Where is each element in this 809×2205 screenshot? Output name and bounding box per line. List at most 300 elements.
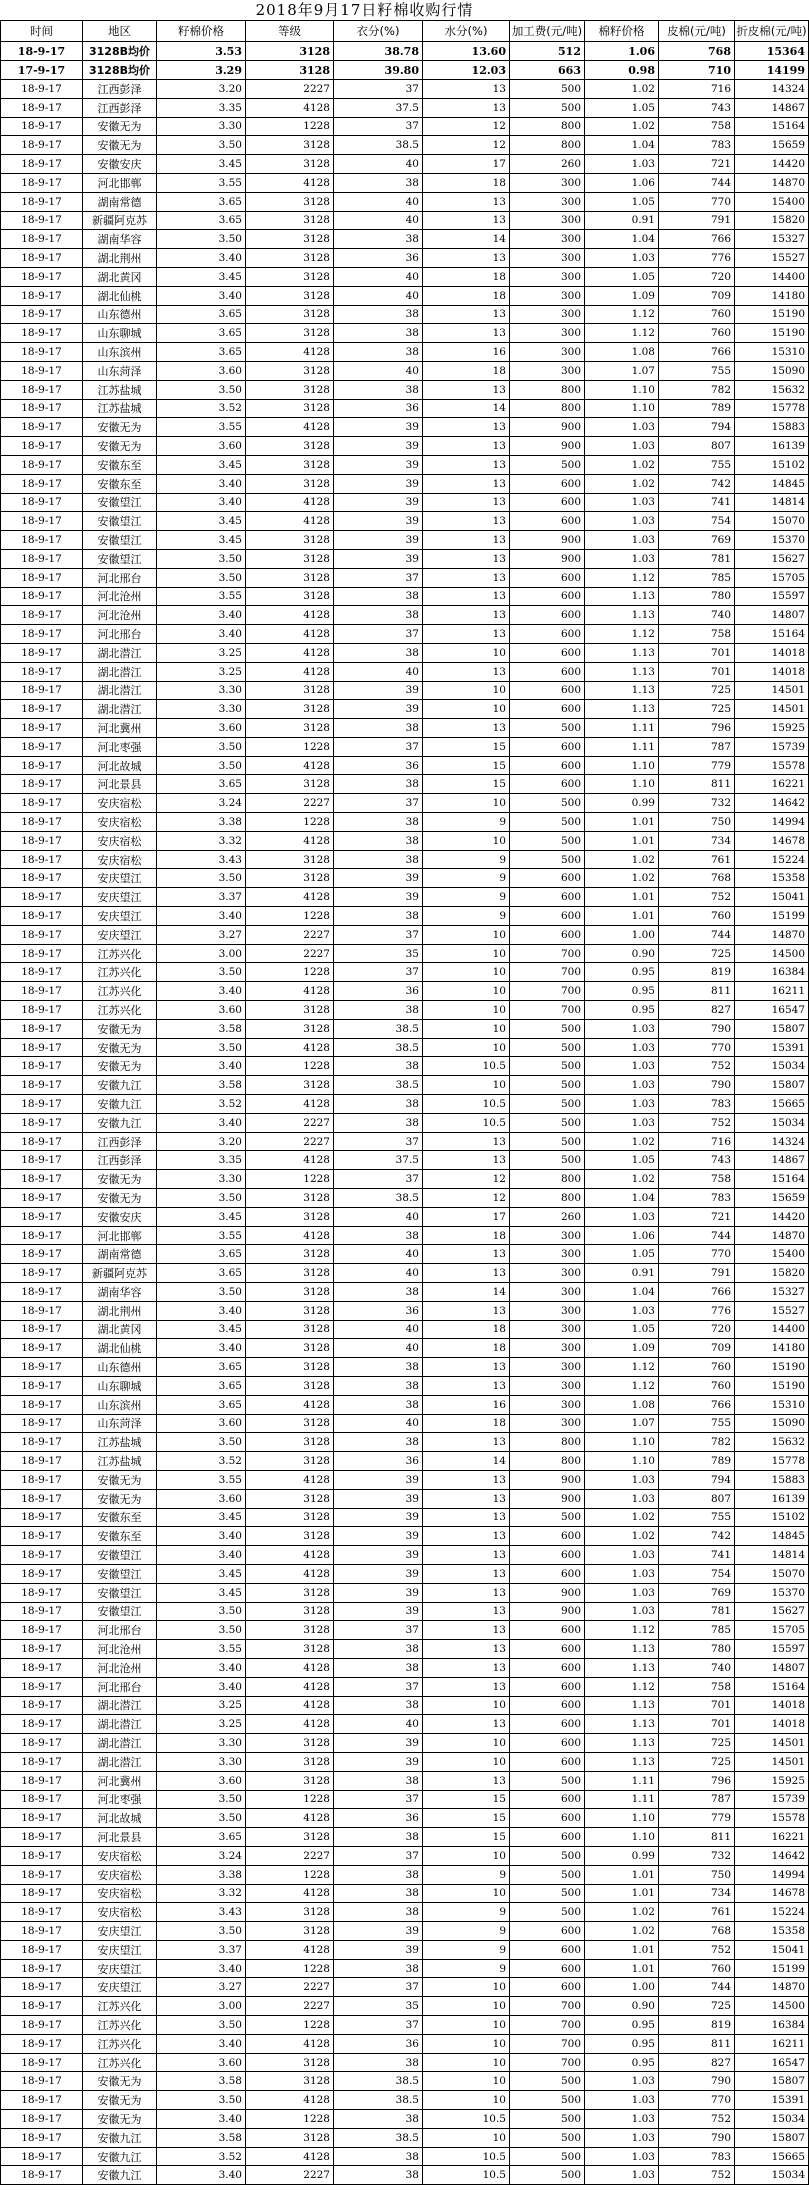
- cell-seed-cotton-price: 3.60: [157, 2053, 246, 2072]
- cell-moisture: 13: [423, 211, 510, 230]
- cell-processing-fee: 500: [510, 1865, 585, 1884]
- cell-lint-price: 790: [659, 2128, 735, 2147]
- cell-converted-lint-price: 15597: [735, 1640, 809, 1659]
- cell-cottonseed-price: 1.07: [585, 361, 659, 380]
- cell-seed-cotton-price: 3.45: [157, 512, 246, 531]
- cell-processing-fee: 500: [510, 1508, 585, 1527]
- cell-processing-fee: 800: [510, 1433, 585, 1452]
- cell-processing-fee: 500: [510, 455, 585, 474]
- cell-lint-price: 796: [659, 719, 735, 738]
- cell-lint-percent: 39: [334, 531, 423, 550]
- cell-lint-percent: 38: [334, 1095, 423, 1114]
- cotton-price-table: [0, 20, 809, 2185]
- cell-moisture: 13: [423, 305, 510, 324]
- cell-converted-lint-price: 15034: [735, 1113, 809, 1132]
- cell-region: 河北故城: [83, 756, 157, 775]
- cell-region: 河北邢台: [83, 625, 157, 644]
- cell-grade: 4128: [246, 888, 334, 907]
- table-row: [1, 1264, 809, 1283]
- summary-rows: [1, 42, 809, 80]
- cell-lint-price: 811: [659, 982, 735, 1001]
- cell-processing-fee: 300: [510, 249, 585, 268]
- cell-time: 18-9-17: [1, 944, 83, 963]
- cell-seed-cotton-price: 3.52: [157, 1095, 246, 1114]
- cell-processing-fee: 500: [510, 80, 585, 99]
- cell-converted-lint-price: 15090: [735, 1414, 809, 1433]
- cell-region: 湖北潜江: [83, 662, 157, 681]
- table-row: [1, 1019, 809, 1038]
- cell-time: 18-9-17: [1, 2166, 83, 2185]
- cell-lint-price: 819: [659, 2016, 735, 2035]
- cell-converted-lint-price: 14678: [735, 831, 809, 850]
- cell-grade: 3128: [246, 1339, 334, 1358]
- cell-grade: 1228: [246, 1170, 334, 1189]
- cell-moisture: 13: [423, 249, 510, 268]
- cell-moisture: 10: [423, 1846, 510, 1865]
- cell-converted-lint-price: 15391: [735, 1038, 809, 1057]
- cell-time: 18-9-17: [1, 568, 83, 587]
- cell-moisture: 10.5: [423, 2166, 510, 2185]
- cell-grade: 2227: [246, 80, 334, 99]
- cell-lint-percent: 40: [334, 1245, 423, 1264]
- cell-moisture: 13: [423, 1715, 510, 1734]
- cell-time: 18-9-17: [1, 1057, 83, 1076]
- cell-region: 山东德州: [83, 1358, 157, 1377]
- cell-processing-fee: 800: [510, 399, 585, 418]
- cell-time: 18-9-17: [1, 1151, 83, 1170]
- cell-grade: 4128: [246, 1546, 334, 1565]
- cell-grade: 3128: [246, 155, 334, 174]
- cell-cottonseed-price: 1.11: [585, 1771, 659, 1790]
- table-row: [1, 230, 809, 249]
- cell-converted-lint-price: 15327: [735, 1283, 809, 1302]
- cell-processing-fee: 500: [510, 1019, 585, 1038]
- cell-seed-cotton-price: 3.58: [157, 2128, 246, 2147]
- table-row: [1, 155, 809, 174]
- cell-region: 新疆阿克苏: [83, 1264, 157, 1283]
- cell-lint-price: 768: [659, 1922, 735, 1941]
- cell-cottonseed-price: 1.03: [585, 493, 659, 512]
- cell-grade: 1228: [246, 907, 334, 926]
- cell-time: 18-9-17: [1, 1452, 83, 1471]
- cell-converted-lint-price: 16384: [735, 963, 809, 982]
- cell-lint-percent: 36: [334, 249, 423, 268]
- cell-grade: 2227: [246, 1978, 334, 1997]
- cell-seed-cotton-price: 3.32: [157, 1884, 246, 1903]
- cell-lint-price: 791: [659, 1264, 735, 1283]
- cell-converted-lint-price: 15224: [735, 850, 809, 869]
- cell-seed-cotton-price: 3.40: [157, 1677, 246, 1696]
- cell-moisture: 13: [423, 531, 510, 550]
- cell-cottonseed-price: 1.02: [585, 1170, 659, 1189]
- table-row: [1, 1771, 809, 1790]
- cell-seed-cotton-price: 3.52: [157, 399, 246, 418]
- header-converted-lint-price: 折皮棉(元/吨): [735, 21, 809, 42]
- cell-lint-price: 790: [659, 1019, 735, 1038]
- cell-lint-price: 781: [659, 549, 735, 568]
- table-row: [1, 493, 809, 512]
- cell-seed-cotton-price: 3.60: [157, 719, 246, 738]
- cell-cottonseed-price: 1.08: [585, 1395, 659, 1414]
- cell-moisture: 15: [423, 1790, 510, 1809]
- cell-seed-cotton-price: 3.40: [157, 625, 246, 644]
- cell-lint-percent: 40: [334, 155, 423, 174]
- table-row: [1, 1470, 809, 1489]
- cell-grade: 3128: [246, 568, 334, 587]
- cell-time: 18-9-17: [1, 719, 83, 738]
- cell-cottonseed-price: 1.11: [585, 1790, 659, 1809]
- cell-processing-fee: 500: [510, 719, 585, 738]
- cell-moisture: 13: [423, 493, 510, 512]
- cell-seed-cotton-price: 3.40: [157, 1959, 246, 1978]
- cell-moisture: 13: [423, 1527, 510, 1546]
- cell-region: 江苏兴化: [83, 1997, 157, 2016]
- cell-cottonseed-price: 1.03: [585, 2128, 659, 2147]
- cell-seed-cotton-price: 3.40: [157, 606, 246, 625]
- cell-cottonseed-price: 1.02: [585, 1527, 659, 1546]
- cell-time: 18-9-17: [1, 2016, 83, 2035]
- table-row: [1, 1846, 809, 1865]
- cell-lint-percent: 39: [334, 1583, 423, 1602]
- cell-time: 18-9-17: [1, 1959, 83, 1978]
- header-row: [1, 21, 809, 42]
- cell-cottonseed-price: 1.06: [585, 1226, 659, 1245]
- cell-time: 18-9-17: [1, 1489, 83, 1508]
- cell-lint-price: 732: [659, 794, 735, 813]
- cell-seed-cotton-price: 3.40: [157, 1527, 246, 1546]
- cell-processing-fee: 900: [510, 1602, 585, 1621]
- cell-region: 安徽无为: [83, 2110, 157, 2129]
- cell-time: 18-9-17: [1, 925, 83, 944]
- cell-lint-price: 827: [659, 1001, 735, 1020]
- cell-grade: 4128: [246, 1658, 334, 1677]
- cell-processing-fee: 300: [510, 1245, 585, 1264]
- table-row: [1, 1414, 809, 1433]
- cell-grade: 4128: [246, 1226, 334, 1245]
- cell-lint-percent: 37.5: [334, 98, 423, 117]
- cell-moisture: 9: [423, 1903, 510, 1922]
- table-row: [1, 305, 809, 324]
- cell-time: 18-9-17: [1, 192, 83, 211]
- cell-moisture: 15: [423, 775, 510, 794]
- cell-lint-price: 743: [659, 1151, 735, 1170]
- cell-region: 新疆阿克苏: [83, 211, 157, 230]
- cell-grade: 3128: [246, 1264, 334, 1283]
- cell-seed-cotton-price: 3.30: [157, 1170, 246, 1189]
- cell-time: 18-9-17: [1, 1640, 83, 1659]
- cell-seed-cotton-price: 3.40: [157, 1546, 246, 1565]
- cell-cottonseed-price: 0.91: [585, 211, 659, 230]
- cell-moisture: 18: [423, 173, 510, 192]
- cell-processing-fee: 700: [510, 1997, 585, 2016]
- cell-moisture: 13: [423, 1583, 510, 1602]
- cell-region: 3128B均价: [83, 61, 157, 80]
- cell-seed-cotton-price: 3.35: [157, 1151, 246, 1170]
- cell-converted-lint-price: 14870: [735, 1978, 809, 1997]
- cell-cottonseed-price: 1.02: [585, 850, 659, 869]
- cell-region: 河北邢台: [83, 568, 157, 587]
- cell-processing-fee: 500: [510, 2110, 585, 2129]
- cell-seed-cotton-price: 3.60: [157, 1001, 246, 1020]
- cell-time: 18-9-17: [1, 1076, 83, 1095]
- cell-region: 安徽九江: [83, 2128, 157, 2147]
- cell-grade: 3128: [246, 230, 334, 249]
- cell-grade: 4128: [246, 1095, 334, 1114]
- cell-cottonseed-price: 1.03: [585, 1095, 659, 1114]
- cell-processing-fee: 600: [510, 1978, 585, 1997]
- cell-time: 18-9-17: [1, 1546, 83, 1565]
- cell-seed-cotton-price: 3.65: [157, 1264, 246, 1283]
- cell-seed-cotton-price: 3.37: [157, 888, 246, 907]
- cell-lint-percent: 38: [334, 1433, 423, 1452]
- cell-grade: 4128: [246, 2147, 334, 2166]
- cell-moisture: 10: [423, 963, 510, 982]
- cell-converted-lint-price: 15041: [735, 1940, 809, 1959]
- cell-lint-price: 709: [659, 286, 735, 305]
- cell-grade: 2227: [246, 925, 334, 944]
- cell-cottonseed-price: 1.10: [585, 1809, 659, 1828]
- cell-lint-percent: 38: [334, 1865, 423, 1884]
- cell-seed-cotton-price: 3.55: [157, 1470, 246, 1489]
- cell-converted-lint-price: 14845: [735, 1527, 809, 1546]
- cell-moisture: 13: [423, 606, 510, 625]
- cell-region: 安徽无为: [83, 437, 157, 456]
- table-row: [1, 361, 809, 380]
- cell-time: 18-9-17: [1, 2091, 83, 2110]
- cell-grade: 2227: [246, 1113, 334, 1132]
- cell-moisture: 10: [423, 700, 510, 719]
- cell-time: 18-9-17: [1, 42, 83, 61]
- cell-grade: 4128: [246, 625, 334, 644]
- cell-converted-lint-price: 14867: [735, 1151, 809, 1170]
- cell-grade: 3128: [246, 305, 334, 324]
- cell-cottonseed-price: 1.13: [585, 606, 659, 625]
- cell-moisture: 13: [423, 418, 510, 437]
- cell-grade: 3128: [246, 1207, 334, 1226]
- cell-cottonseed-price: 1.04: [585, 1189, 659, 1208]
- cell-lint-percent: 39: [334, 869, 423, 888]
- cell-grade: 3128: [246, 1320, 334, 1339]
- cell-moisture: 13: [423, 1433, 510, 1452]
- cell-processing-fee: 600: [510, 1527, 585, 1546]
- cell-converted-lint-price: 15807: [735, 1076, 809, 1095]
- cell-seed-cotton-price: 3.65: [157, 324, 246, 343]
- table-row: [1, 907, 809, 926]
- cell-time: 18-9-17: [1, 1997, 83, 2016]
- cell-cottonseed-price: 1.02: [585, 1903, 659, 1922]
- cell-moisture: 13: [423, 1621, 510, 1640]
- cell-processing-fee: 900: [510, 1489, 585, 1508]
- cell-region: 河北沧州: [83, 1640, 157, 1659]
- cell-grade: 3128: [246, 1433, 334, 1452]
- cell-seed-cotton-price: 3.40: [157, 1113, 246, 1132]
- cell-cottonseed-price: 1.10: [585, 399, 659, 418]
- cell-cottonseed-price: 1.05: [585, 1320, 659, 1339]
- cell-converted-lint-price: 16221: [735, 775, 809, 794]
- cell-grade: 4128: [246, 831, 334, 850]
- table-row: [1, 1433, 809, 1452]
- cell-moisture: 18: [423, 267, 510, 286]
- cell-time: 18-9-17: [1, 1715, 83, 1734]
- cell-processing-fee: 500: [510, 1095, 585, 1114]
- cell-lint-percent: 38.78: [334, 42, 423, 61]
- table-row: [1, 625, 809, 644]
- cell-lint-percent: 40: [334, 1715, 423, 1734]
- cell-lint-percent: 35: [334, 1997, 423, 2016]
- cell-lint-price: 811: [659, 775, 735, 794]
- cell-region: 江西彭泽: [83, 1151, 157, 1170]
- cell-lint-percent: 40: [334, 192, 423, 211]
- cell-converted-lint-price: 14501: [735, 1734, 809, 1753]
- cell-processing-fee: 600: [510, 1546, 585, 1565]
- cell-converted-lint-price: 15370: [735, 531, 809, 550]
- cell-moisture: 10: [423, 2091, 510, 2110]
- cell-processing-fee: 500: [510, 1903, 585, 1922]
- cell-processing-fee: 260: [510, 155, 585, 174]
- cell-lint-percent: 38: [334, 305, 423, 324]
- cell-seed-cotton-price: 3.50: [157, 568, 246, 587]
- cell-time: 18-9-17: [1, 1207, 83, 1226]
- cell-lint-percent: 40: [334, 286, 423, 305]
- cell-region: 安徽望江: [83, 1564, 157, 1583]
- cell-seed-cotton-price: 3.65: [157, 1358, 246, 1377]
- cell-lint-price: 701: [659, 643, 735, 662]
- cell-grade: 1228: [246, 737, 334, 756]
- cell-moisture: 9: [423, 813, 510, 832]
- cell-cottonseed-price: 1.01: [585, 1940, 659, 1959]
- cell-processing-fee: 300: [510, 343, 585, 362]
- cell-time: 18-9-17: [1, 305, 83, 324]
- cell-time: 18-9-17: [1, 98, 83, 117]
- cell-processing-fee: 800: [510, 136, 585, 155]
- cell-time: 18-9-17: [1, 1922, 83, 1941]
- table-row: [1, 1903, 809, 1922]
- cell-moisture: 10: [423, 1734, 510, 1753]
- cell-moisture: 10: [423, 1019, 510, 1038]
- cell-converted-lint-price: 15739: [735, 1790, 809, 1809]
- cell-time: 18-9-17: [1, 399, 83, 418]
- cell-region: 江苏盐城: [83, 1433, 157, 1452]
- cell-time: 18-9-17: [1, 286, 83, 305]
- cell-time: 18-9-17: [1, 1527, 83, 1546]
- cell-lint-percent: 36: [334, 2034, 423, 2053]
- cell-processing-fee: 700: [510, 2034, 585, 2053]
- cell-lint-price: 794: [659, 418, 735, 437]
- cell-time: 18-9-17: [1, 756, 83, 775]
- cell-region: 安庆望江: [83, 869, 157, 888]
- cell-region: 山东德州: [83, 305, 157, 324]
- cell-region: 河北邯郸: [83, 1226, 157, 1245]
- cell-lint-price: 770: [659, 1038, 735, 1057]
- cell-moisture: 10: [423, 1997, 510, 2016]
- cell-grade: 4128: [246, 2034, 334, 2053]
- cell-lint-percent: 38: [334, 1828, 423, 1847]
- cell-time: 18-9-17: [1, 1433, 83, 1452]
- cell-processing-fee: 700: [510, 2053, 585, 2072]
- cell-lint-price: 758: [659, 1170, 735, 1189]
- cell-processing-fee: 600: [510, 1734, 585, 1753]
- cell-lint-percent: 38: [334, 2053, 423, 2072]
- cell-region: 山东菏泽: [83, 361, 157, 380]
- cell-region: 3128B均价: [83, 42, 157, 61]
- cell-seed-cotton-price: 3.40: [157, 474, 246, 493]
- cell-moisture: 17: [423, 155, 510, 174]
- cell-moisture: 10: [423, 1978, 510, 1997]
- cell-moisture: 10.5: [423, 1057, 510, 1076]
- cell-time: 18-9-17: [1, 2072, 83, 2091]
- cell-seed-cotton-price: 3.55: [157, 1226, 246, 1245]
- table-row: [1, 719, 809, 738]
- cell-seed-cotton-price: 3.43: [157, 850, 246, 869]
- cell-lint-price: 768: [659, 42, 735, 61]
- cell-region: 安庆宿松: [83, 1846, 157, 1865]
- cell-region: 安庆宿松: [83, 1903, 157, 1922]
- cell-seed-cotton-price: 3.65: [157, 192, 246, 211]
- cell-lint-price: 794: [659, 1470, 735, 1489]
- cell-moisture: 12: [423, 1170, 510, 1189]
- cell-region: 河北沧州: [83, 606, 157, 625]
- cell-lint-percent: 37: [334, 1621, 423, 1640]
- cell-time: 18-9-17: [1, 155, 83, 174]
- cell-processing-fee: 900: [510, 437, 585, 456]
- cell-moisture: 15: [423, 1828, 510, 1847]
- cell-region: 安庆宿松: [83, 850, 157, 869]
- cell-grade: 4128: [246, 1884, 334, 1903]
- cell-processing-fee: 600: [510, 606, 585, 625]
- cell-region: 河北景县: [83, 1828, 157, 1847]
- table-row: [1, 1076, 809, 1095]
- cell-converted-lint-price: 15400: [735, 1245, 809, 1264]
- cell-processing-fee: 300: [510, 1358, 585, 1377]
- cell-seed-cotton-price: 3.60: [157, 437, 246, 456]
- cell-processing-fee: 300: [510, 1226, 585, 1245]
- cell-lint-price: 766: [659, 230, 735, 249]
- cell-cottonseed-price: 0.95: [585, 2034, 659, 2053]
- cell-region: 湖北潜江: [83, 643, 157, 662]
- cell-seed-cotton-price: 3.50: [157, 1790, 246, 1809]
- cell-cottonseed-price: 1.13: [585, 681, 659, 700]
- cell-lint-price: 755: [659, 455, 735, 474]
- cell-cottonseed-price: 1.03: [585, 1602, 659, 1621]
- cell-cottonseed-price: 1.13: [585, 1658, 659, 1677]
- cell-cottonseed-price: 1.12: [585, 568, 659, 587]
- cell-time: 18-9-17: [1, 587, 83, 606]
- cell-cottonseed-price: 1.03: [585, 2110, 659, 2129]
- cell-seed-cotton-price: 3.58: [157, 1076, 246, 1095]
- cell-processing-fee: 600: [510, 1677, 585, 1696]
- cell-cottonseed-price: 1.05: [585, 98, 659, 117]
- cell-region: 河北沧州: [83, 1658, 157, 1677]
- cell-moisture: 18: [423, 361, 510, 380]
- cell-grade: 3128: [246, 531, 334, 550]
- cell-converted-lint-price: 15370: [735, 1583, 809, 1602]
- cell-region: 安庆宿松: [83, 831, 157, 850]
- cell-cottonseed-price: 1.03: [585, 1301, 659, 1320]
- cell-lint-price: 782: [659, 1433, 735, 1452]
- cell-grade: 3128: [246, 681, 334, 700]
- cell-seed-cotton-price: 3.65: [157, 1376, 246, 1395]
- cell-seed-cotton-price: 3.45: [157, 1508, 246, 1527]
- cell-processing-fee: 600: [510, 474, 585, 493]
- cell-moisture: 13: [423, 192, 510, 211]
- cell-seed-cotton-price: 3.65: [157, 1245, 246, 1264]
- cell-processing-fee: 600: [510, 907, 585, 926]
- cell-lint-percent: 39: [334, 437, 423, 456]
- cell-grade: 3128: [246, 549, 334, 568]
- cell-cottonseed-price: 1.10: [585, 1433, 659, 1452]
- cell-cottonseed-price: 1.01: [585, 831, 659, 850]
- cell-time: 18-9-17: [1, 136, 83, 155]
